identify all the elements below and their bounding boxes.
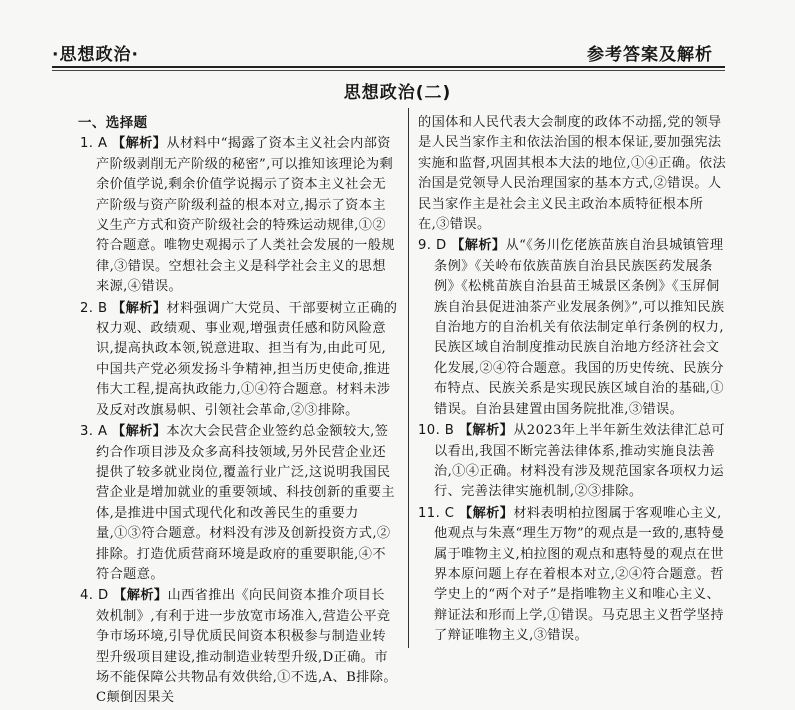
header-subject: ·思想政治· (52, 45, 139, 65)
item-text: 的国体和人民代表大会制度的政体不动摇,党的领导是人民当家作主和依法治国的根本保证,要加强宪法实施和监督,巩固其根本大法的地位,①④正确。依法治国是党领导人民治理国家的基本方式,②错误。人民当家作主是社会主义民主政治本质特征根本所在,③错误。 (418, 115, 727, 233)
item-analysis-tag: 【解析】 (112, 424, 167, 440)
section-heading: 一、选择题 (78, 115, 148, 131)
answer-item-8-continued (418, 113, 728, 235)
header-rule-thin (52, 70, 725, 71)
right-column (418, 113, 728, 648)
answer-item-9 (418, 236, 728, 420)
item-text: 本次大会民营企业签约总金额较大,签约合作项目涉及众多高科技领域,另外民营企业还提供了较多就业岗位,覆盖行业广泛,这说明我国民营企业是增加就业的重要领域、科技创新的重要主体,是推进中国式现代化和改善民生的重要力量,①③符合题意。材料没有涉及创新投资方式,②排除。打造优质营商环境是政府的重要职能,④不符合题意。 (96, 424, 395, 582)
item-number: 2. (80, 300, 94, 316)
item-answer: A (97, 136, 108, 152)
item-text: 山西省推出《向民间资本推介项目长效机制》,有利于进一步放宽市场准入,营造公平竞争市场环境,引导优质民间资本积极参与制造业转型升级项目建设,推动制造业转型升级,D正确。市场不能保障公共物品有效供给,①不选,A、B排除。C颠倒因果关 (96, 588, 397, 706)
left-column (80, 113, 398, 710)
item-answer: D (97, 588, 109, 604)
item-number: 11. (418, 505, 441, 521)
answer-item-3 (80, 422, 398, 585)
item-text: 从材料中“揭露了资本主义社会内部资产阶级剥削无产阶级的秘密”,可以推知该理论为剩余价值学说,剩余价值学说揭示了资本主义社会无产阶级与资产阶级利益的根本对立,揭示了资本主义生产方式和资产阶级社会的特殊运动规律,①②符合题意。唯物史观揭示了人类社会发展的一般规律,③错误。空想社会主义是科学社会主义的思想来源,④错误。 (96, 136, 395, 295)
item-text: 从“《务川仡佬族苗族自治县城镇管理条例》《关岭布依族苗族自治县民族医药发展条例》《松桃苗族自治县苗王城景区条例》《玉屏侗族自治县促进油茶产业发展条例》”,可以推知民族自治地方的自治机关有依法制定单行条例的权力,民族区域自治制度推动民族自治地方经济社会文化发展,②④符合题意。我国的历史传统、民族分布特点、民族关系是实现民族区域自治的基础,①错误。自治县建置由国务院批准,③错误。 (434, 238, 725, 417)
item-answer: B (97, 300, 108, 316)
item-answer: D (435, 238, 447, 254)
item-number: 10. (418, 423, 441, 439)
item-number: 1. (80, 136, 94, 152)
item-answer: A (97, 424, 108, 440)
item-analysis-tag: 【解析】 (458, 505, 514, 521)
item-text: 从2023年上半年新生效法律汇总可以看出,我国不断完善法律体系,推动实施良法善治,①④正确。材料没有涉及规范国家各项权力运行、完善法律实施机制,②③排除。 (434, 423, 725, 500)
answer-item-1 (80, 134, 398, 297)
answer-item-2 (80, 299, 398, 421)
item-analysis-tag: 【解析】 (458, 423, 514, 439)
item-number: 4. (80, 588, 94, 604)
item-text: 材料表明柏拉图属于客观唯心主义,他观点与朱熹“理生万物”的观点是一致的,惠特曼属于唯物主义,柏拉图的观点和惠特曼的观点在世界本原问题上存在着根本对立,②④符合题意。哲学史上的“两个对子”是指唯物主义和唯心主义、辩证法和形而上学,①错误。马克思主义哲学坚持了辩证唯物主义,③错误。 (434, 505, 725, 644)
column-divider (408, 108, 409, 648)
header-rule (52, 66, 725, 68)
answer-item-11 (418, 504, 728, 647)
header-section-title: 参考答案及解析 (587, 45, 713, 65)
item-analysis-tag: 【解析】 (112, 300, 167, 316)
page-title: 思想政治(二) (343, 83, 452, 103)
answer-item-10 (418, 421, 728, 503)
item-number: 9. (418, 238, 432, 254)
item-answer: B (444, 423, 455, 439)
item-analysis-tag: 【解析】 (451, 238, 506, 254)
item-text: 材料强调广大党员、干部要树立正确的权力观、政绩观、事业观,增强责任感和防风险意识,提高执政本领,锐意进取、担当有为,由此可见,中国共产党必须发扬斗争精神,担当历史使命,推进伟大工程,提高执政能力,①④符合题意。材料未涉及反对改旗易帜、引领社会革命,②③排除。 (96, 300, 398, 418)
item-answer: C (444, 505, 455, 521)
item-number: 3. (80, 424, 94, 440)
item-analysis-tag: 【解析】 (112, 136, 167, 152)
item-analysis-tag: 【解析】 (113, 588, 168, 604)
